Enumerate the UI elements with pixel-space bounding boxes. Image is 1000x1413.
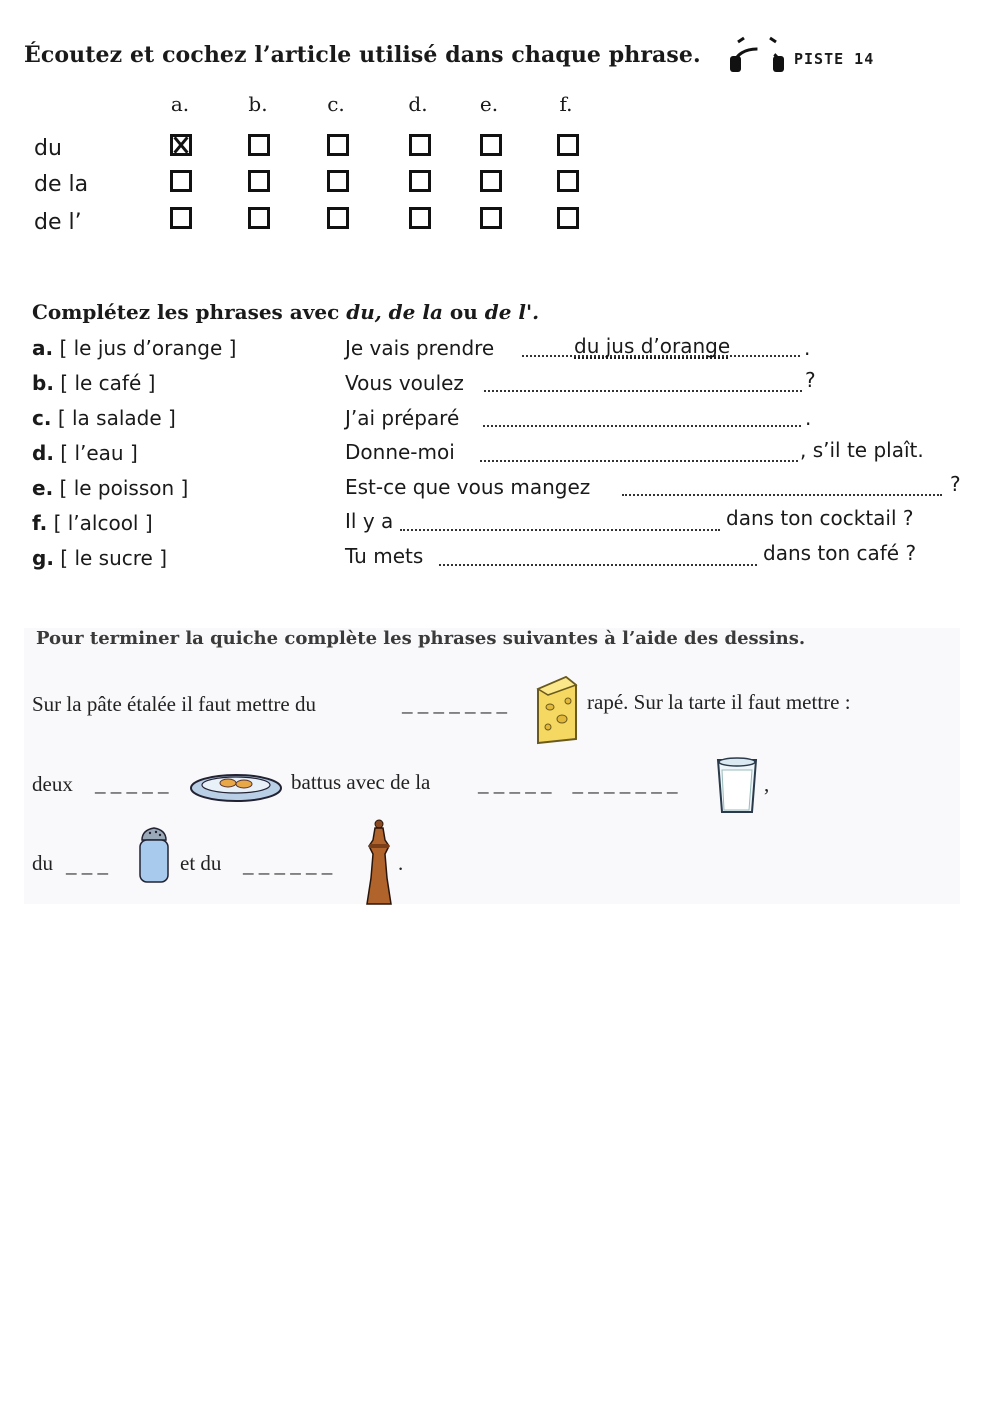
row-label-de-l: de l’ [34,210,82,235]
answer-field[interactable] [484,372,802,392]
sentence-text: Est-ce que vous mangez [345,475,591,499]
pepper-mill-icon [363,818,395,906]
quiche-line-3-mid: et du [180,851,222,875]
quiche-line-2-start: deux [32,772,73,796]
exercise3-title: Pour terminer la quiche complète les phrases suivantes à l’aide des dessins. [36,628,806,649]
column-b: b. [248,92,268,116]
list-item [32,371,155,395]
salt-shaker-icon [134,822,174,886]
checkbox-e-row3[interactable] [480,207,502,229]
list-item [32,511,153,535]
item-word: [ le café ] [60,371,156,395]
list-item [32,406,176,430]
answer-field[interactable] [439,546,757,566]
checkbox-a-row2[interactable] [170,170,192,192]
column-d: d. [408,92,428,116]
row-label-du: du [34,136,62,161]
item-word: [ le jus d’orange ] [59,336,237,360]
quiche-line-3-start: du [32,851,53,875]
sentence-text: Je vais prendre [345,336,495,360]
blank-milk[interactable]: _ _ _ _ _ _ _ _ _ _ _ _ [478,772,678,796]
answer-field[interactable] [400,511,720,531]
sentence-end: . [805,406,812,430]
title-text: Complétez les phrases avec [32,300,347,324]
item-letter: d. [32,441,54,465]
item-word: [ l’eau ] [60,441,138,465]
blank-cheese[interactable]: _ _ _ _ _ _ _ [402,692,507,716]
item-letter: c. [32,406,52,430]
answer-field[interactable] [480,442,798,462]
checkbox-c-row1[interactable] [327,134,349,156]
checkbox-a-row3[interactable] [170,207,192,229]
item-letter: f. [32,511,48,535]
checkbox-d-row2[interactable] [409,170,431,192]
sentence-end: ? [950,472,961,496]
sentence-text: Tu mets [345,544,424,568]
list-item [32,476,188,500]
quiche-line-1-start: Sur la pâte étalée il faut mettre du [32,692,316,716]
sentence-end: dans ton café ? [763,541,917,565]
sentence-text: J’ai préparé [345,406,460,430]
milk-glass-icon [712,752,762,816]
checkbox-e-row1[interactable] [480,134,502,156]
item-word: [ l’alcool ] [53,511,153,535]
title-italic-2: de l'. [484,300,540,324]
title-text-mid: ou [442,300,485,324]
item-word: [ le sucre ] [60,546,167,570]
eggs-plate-icon [188,762,284,804]
blank-eggs[interactable]: _ _ _ _ _ [95,772,169,796]
item-word: [ le poisson ] [59,476,189,500]
sentence-end: ? [805,368,816,392]
checkbox-e-row2[interactable] [480,170,502,192]
sentence-text: Il y a [345,509,394,533]
quiche-line-2-end: , [764,772,770,796]
headphones-icon [727,36,787,76]
sentence-end: . [804,336,811,360]
quiche-line-3-end: . [398,851,404,875]
checkbox-b-row1[interactable] [248,134,270,156]
sentence-text: Donne-moi [345,440,455,464]
checkbox-f-row1[interactable] [557,134,579,156]
answer-field[interactable] [483,407,801,427]
checkbox-f-row3[interactable] [557,207,579,229]
checkbox-d-row3[interactable] [409,207,431,229]
item-letter: a. [32,336,54,360]
checkbox-c-row2[interactable] [327,170,349,192]
blank-salt[interactable]: _ _ _ [66,853,108,877]
column-a: a. [170,92,190,116]
list-item [32,336,236,360]
quiche-line-1-end: rapé. Sur la tarte il faut mettre : [587,690,851,714]
quiche-line-2-mid: battus avec de la [291,770,431,794]
list-item [32,546,167,570]
exercise1-title: Écoutez et cochez l’article utilisé dans chaque phrase. [24,42,701,68]
list-item [32,441,138,465]
sentence-text: Vous voulez [345,371,464,395]
cheese-icon [532,673,582,745]
checkbox-b-row2[interactable] [248,170,270,192]
sentence-end: dans ton cocktail ? [726,506,914,530]
answer-text: du jus d’orange [574,334,731,358]
row-label-de-la: de la [34,172,89,197]
column-c: c. [327,92,345,116]
blank-pepper[interactable]: _ _ _ _ _ _ [243,853,333,877]
track-label: PISTE 14 [794,50,875,68]
item-word: [ la salade ] [57,406,176,430]
sentence-end: , s’il te plaît. [800,438,924,462]
column-e: e. [479,92,499,116]
answer-field[interactable] [622,476,942,496]
checkbox-a-row1[interactable] [170,134,192,156]
item-letter: e. [32,476,54,500]
checkbox-c-row3[interactable] [327,207,349,229]
checkbox-b-row3[interactable] [248,207,270,229]
checkbox-f-row2[interactable] [557,170,579,192]
column-f: f. [559,92,573,116]
item-letter: b. [32,371,54,395]
exercise2-title [32,300,539,324]
checkbox-d-row1[interactable] [409,134,431,156]
title-italic: du, de la [346,300,443,324]
item-letter: g. [32,546,54,570]
